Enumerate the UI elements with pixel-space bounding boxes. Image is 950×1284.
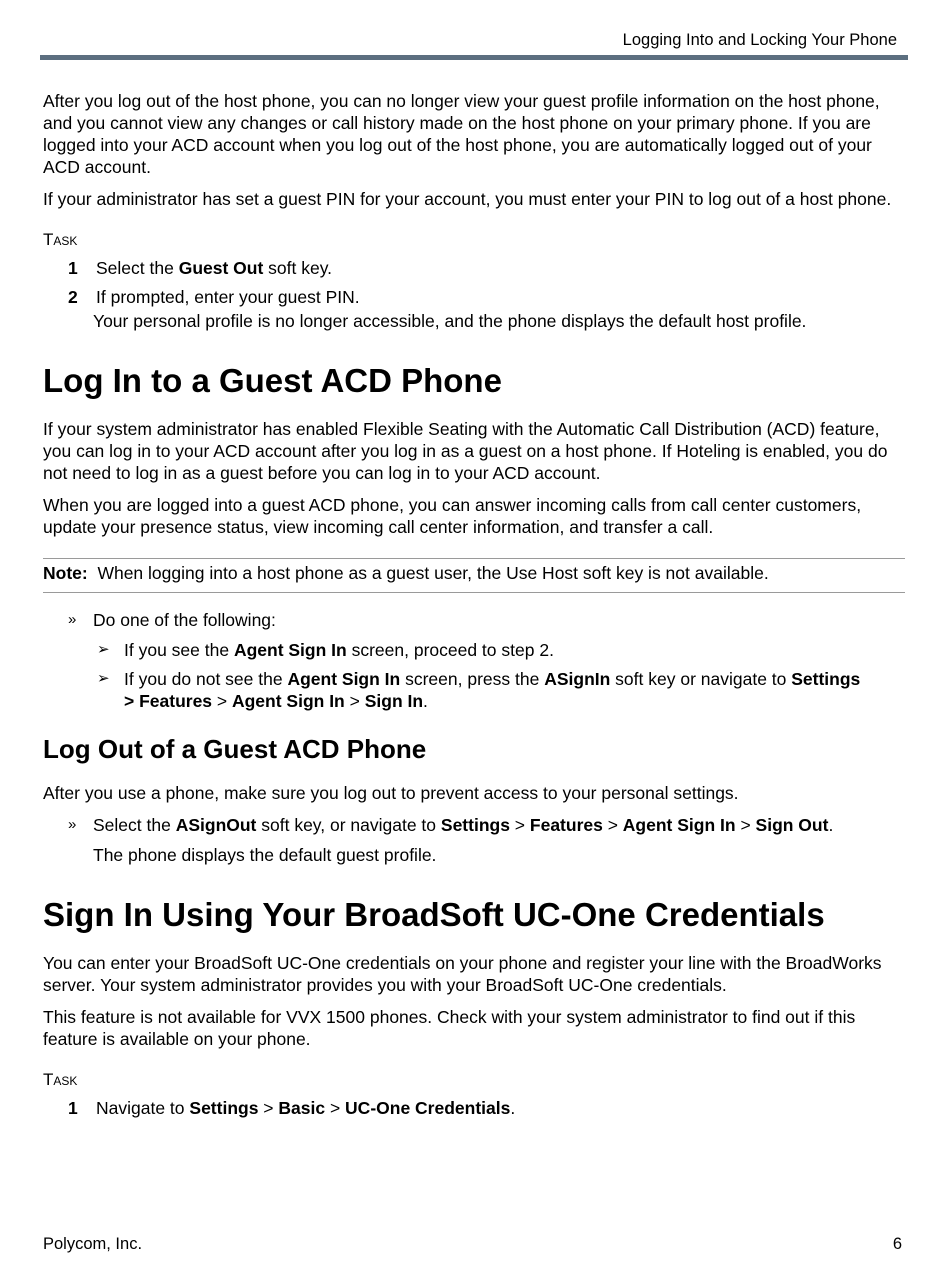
step-number: 1 [68,258,78,278]
ui-name: UC-One Credentials [345,1098,511,1118]
text: screen, press the [400,669,545,689]
bullet-marker: » [68,816,77,833]
text: > [509,815,530,835]
text: soft key, or navigate to [256,815,441,835]
step-text: soft key. [263,258,333,278]
paragraph: You can enter your BroadSoft UC-One credentials on your phone and register your line with the BroadWorks server. Your system administrator provides you with your BroadSoft UC-One credentials. [43,953,882,995]
text: Navigate to [96,1098,190,1118]
ui-name: Agent Sign In [622,815,736,835]
text: > [258,1098,279,1118]
ui-name: Agent Sign In [231,691,345,711]
paragraph: When you are logged into a guest ACD phone, you can answer incoming calls from call center customers, update your presence status, view incoming call center information, and transfer a call. [43,495,862,537]
step-result: The phone displays the default guest profile. [93,845,437,865]
paragraph: This feature is not available for VVX 1500 phones. Check with your system administrator to find out if this feature is available on your phone. [43,1007,856,1049]
step-2 [43,286,905,308]
page-content [43,90,905,1126]
ui-name: Features [529,815,603,835]
step-1 [43,257,905,279]
bullet-text: Do one of the following: [93,610,276,630]
note-box [43,558,905,593]
sub-bullet-item [43,639,905,661]
ui-name: ASignOut [175,815,257,835]
paragraph: If your system administrator has enabled Flexible Seating with the Automatic Call Distribution (ACD) feature, you can log in to your ACD account after you log in as a guest on a host phone. If Hoteling is enabled, you do not need to log in as a guest before you can log in to your ACD account. [43,419,888,483]
paragraph: After you log out of the host phone, you can no longer view your guest profile information on the host phone, and you cannot view any changes or call history made on the host phone on your primary phone. If you are logged into your ACD account when you log out of the host phone, you are automatically logged out of your ACD account. [43,91,880,177]
paragraph: If your administrator has set a guest PIN for your account, you must enter your PIN to log out of a host phone. [43,189,892,209]
text: > [602,815,623,835]
text: . [423,691,428,711]
text: screen, proceed to step 2. [346,640,554,660]
ui-name: Settings [791,669,861,689]
step-result: Your personal profile is no longer accessible, and the phone displays the default host profile. [93,311,807,331]
step-1 [43,1097,905,1119]
ui-name: ASignIn [544,669,611,689]
arrow-bullet-icon: ➢ [97,670,110,687]
task-label: Task [43,1070,78,1089]
step-text: If prompted, enter your guest PIN. [96,287,360,307]
section-heading: Log In to a Guest ACD Phone [43,362,502,399]
note-label: Note: [43,563,88,583]
note-text: When logging into a host phone as a guest user, the Use Host soft key is not available. [97,563,769,583]
text: . [828,815,834,835]
page-number: 6 [892,1235,902,1253]
text: Select the [93,815,176,835]
text: If you do not see the [124,669,288,689]
ui-name: Settings [440,815,510,835]
bullet-marker: » [68,611,77,628]
bullet-item [43,609,905,631]
bullet-item [43,814,905,836]
text: > [344,691,365,711]
paragraph: After you use a phone, make sure you log out to prevent access to your personal settings. [43,783,739,803]
text: > [325,1098,346,1118]
arrow-bullet-icon: ➢ [97,641,110,658]
running-header: Logging Into and Locking Your Phone [622,31,897,49]
task-label: Task [43,230,78,249]
text: soft key or navigate to [610,669,792,689]
step-number: 1 [68,1098,78,1118]
ui-name: Settings [189,1098,259,1118]
subsection-heading: Log Out of a Guest ACD Phone [43,734,427,764]
text: . [510,1098,516,1118]
text: > [212,691,232,711]
ui-name: Basic [278,1098,326,1118]
text: If you see the [124,640,234,660]
ui-name: > Features [124,691,213,711]
footer-company: Polycom, Inc. [43,1235,143,1253]
step-text: Select the [96,258,179,278]
step-number: 2 [68,287,78,307]
softkey-name: Guest Out [178,258,264,278]
ui-name: Agent Sign In [233,640,347,660]
ui-name: Sign In [364,691,424,711]
sub-bullet-item [43,668,905,712]
section-heading: Sign In Using Your BroadSoft UC-One Credentials [43,896,825,933]
ui-name: Agent Sign In [287,669,401,689]
text: > [735,815,756,835]
header-rule [40,55,908,60]
ui-name: Sign Out [755,815,829,835]
